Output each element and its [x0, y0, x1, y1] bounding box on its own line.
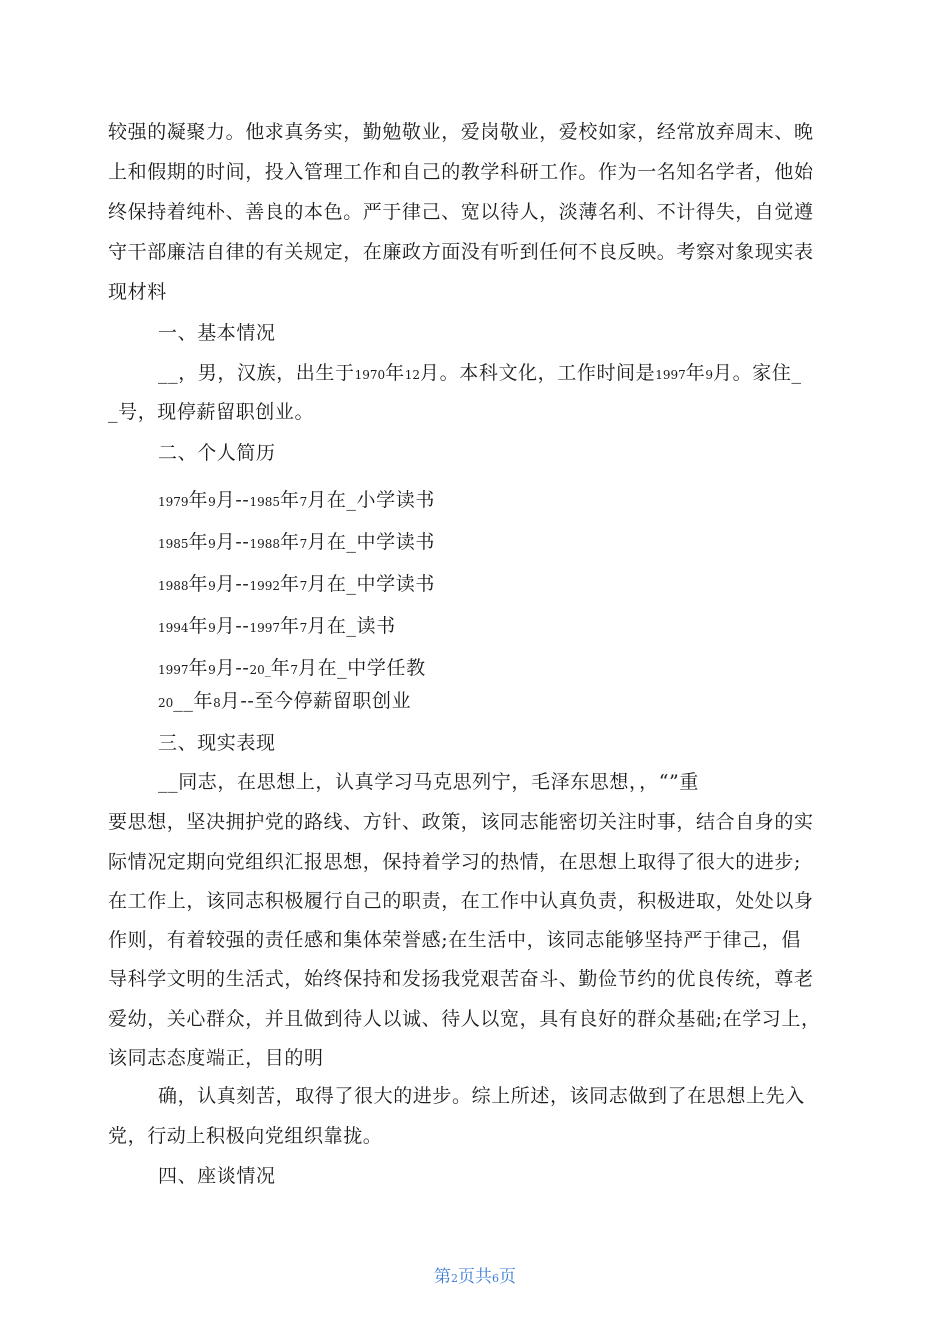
year: 1985 — [158, 537, 189, 551]
text-line: 导科学文明的生活式，始终保持和发扬我党艰苦奋斗、勤俭节约的优良传统，尊老 — [108, 968, 814, 990]
birth-month: 12 — [404, 368, 421, 382]
text-line: 守干部廉洁自律的有关规定，在廉政方面没有听到任何不良反映。考察对象现实表 — [108, 241, 814, 263]
work-year: 1997 — [655, 368, 686, 382]
resume-line — [158, 527, 435, 554]
year: 1979 — [158, 495, 189, 509]
text-span: __年 — [173, 690, 214, 712]
text-span: 年 — [279, 573, 300, 595]
text-span: 月-- — [215, 489, 250, 511]
text-span: __，男，汉族，出生于 — [158, 362, 355, 384]
text-span: 第 — [434, 1267, 451, 1287]
resume-line — [158, 653, 426, 680]
month: 9 — [208, 663, 216, 677]
text-span: 月在_读书 — [307, 615, 396, 637]
text-line: 在工作上，该同志积极履行自己的职责，在工作中认真负责，积极进取，处处以身 — [108, 890, 814, 912]
text-line: 爱幼，关心群众，并且做到待人以诚、待人以宽，具有良好的群众基础;在学习上， — [108, 1008, 821, 1030]
text-span: 年 — [188, 615, 209, 637]
section-heading-resume: 二、个人简历 — [158, 442, 276, 464]
month: 8 — [213, 696, 221, 710]
text-span: 月在_中学读书 — [307, 531, 435, 553]
month: 7 — [299, 579, 308, 593]
section-heading-basic: 一、基本情况 — [158, 322, 276, 344]
work-month: 9 — [705, 368, 714, 382]
text-span: 年 — [188, 573, 209, 595]
text-span: 年 — [279, 615, 300, 637]
basic-info-line-2: _号，现停薪留职创业。 — [108, 401, 315, 423]
year: 1997 — [158, 663, 189, 677]
month: 9 — [208, 495, 216, 509]
year: 20_ — [249, 663, 271, 677]
basic-info-line — [158, 358, 802, 385]
month: 7 — [290, 663, 298, 677]
text-span: 年 — [279, 489, 300, 511]
text-line: 际情况定期向党组织汇报思想，保持着学习的热情，在思想上取得了很大的进步; — [108, 851, 802, 873]
year: 1997 — [249, 621, 280, 635]
resume-line — [158, 611, 396, 638]
text-span: 月在_小学读书 — [307, 489, 435, 511]
text-span: 页共 — [458, 1267, 492, 1287]
month: 7 — [299, 495, 308, 509]
text-line: 确，认真刻苦，取得了很大的进步。综上所述，该同志做到了在思想上先入 — [158, 1085, 805, 1107]
text-span: 月在_中学读书 — [307, 573, 435, 595]
text-span: 年 — [385, 362, 405, 384]
month: 7 — [299, 537, 308, 551]
year: 1994 — [158, 621, 189, 635]
text-span: 页 — [499, 1267, 516, 1287]
text-span: 年 — [188, 489, 209, 511]
resume-line — [158, 485, 435, 512]
resume-line-last — [158, 686, 411, 713]
month: 9 — [208, 621, 216, 635]
page-number-footer — [0, 1262, 950, 1287]
text-line: 较强的凝聚力。他求真务实，勤勉敬业，爱岗敬业，爱校如家，经常放弃周末、晚 — [108, 121, 814, 143]
text-span: 月-- — [215, 657, 250, 679]
text-line: 现材料 — [108, 281, 167, 303]
current-page: 2 — [451, 1272, 458, 1285]
text-span: 年 — [188, 657, 209, 679]
text-span: 月。本科文化，工作时间是 — [420, 362, 656, 384]
birth-year: 1970 — [354, 368, 386, 382]
year: 1988 — [249, 537, 280, 551]
year: 20 — [158, 696, 174, 710]
section-heading-discussion: 四、座谈情况 — [158, 1165, 276, 1187]
text-span: 月--至今停薪留职创业 — [220, 690, 412, 712]
month: 7 — [299, 621, 308, 635]
text-span: 月在_中学任教 — [297, 657, 426, 679]
text-span: 月-- — [215, 573, 250, 595]
text-line: 党，行动上积极向党组织靠拢。 — [108, 1125, 383, 1147]
total-pages: 6 — [492, 1272, 499, 1285]
text-span: 月-- — [215, 531, 250, 553]
text-line: 终保持着纯朴、善良的本色。严于律己、宽以待人，淡薄名利、不计得失，自觉遵 — [108, 201, 814, 223]
year: 1988 — [158, 579, 189, 593]
text-span: 月-- — [215, 615, 250, 637]
month: 9 — [208, 579, 216, 593]
year: 1992 — [249, 579, 280, 593]
text-span: 月。家住_ — [713, 362, 802, 384]
text-span: 年 — [188, 531, 209, 553]
month: 9 — [208, 537, 216, 551]
text-line: 要思想，坚决拥护党的路线、方针、政策，该同志能密切关注时事，结合自身的实 — [108, 811, 814, 833]
text-line: 上和假期的时间，投入管理工作和自己的教学科研工作。作为一名知名学者，他始 — [108, 161, 814, 183]
text-line: 该同志态度端正，目的明 — [108, 1047, 324, 1069]
text-line: 作则，有着较强的责任感和集体荣誉感;在生活中，该同志能够坚持严于律己，倡 — [108, 929, 802, 951]
text-span: 年 — [279, 531, 300, 553]
text-line: __同志，在思想上，认真学习马克思列宁，毛泽东思想，，“”重 — [158, 771, 699, 793]
text-span: 年 — [270, 657, 291, 679]
resume-line — [158, 569, 435, 596]
text-span: 年 — [685, 362, 706, 384]
section-heading-performance: 三、现实表现 — [158, 732, 276, 754]
year: 1985 — [249, 495, 280, 509]
